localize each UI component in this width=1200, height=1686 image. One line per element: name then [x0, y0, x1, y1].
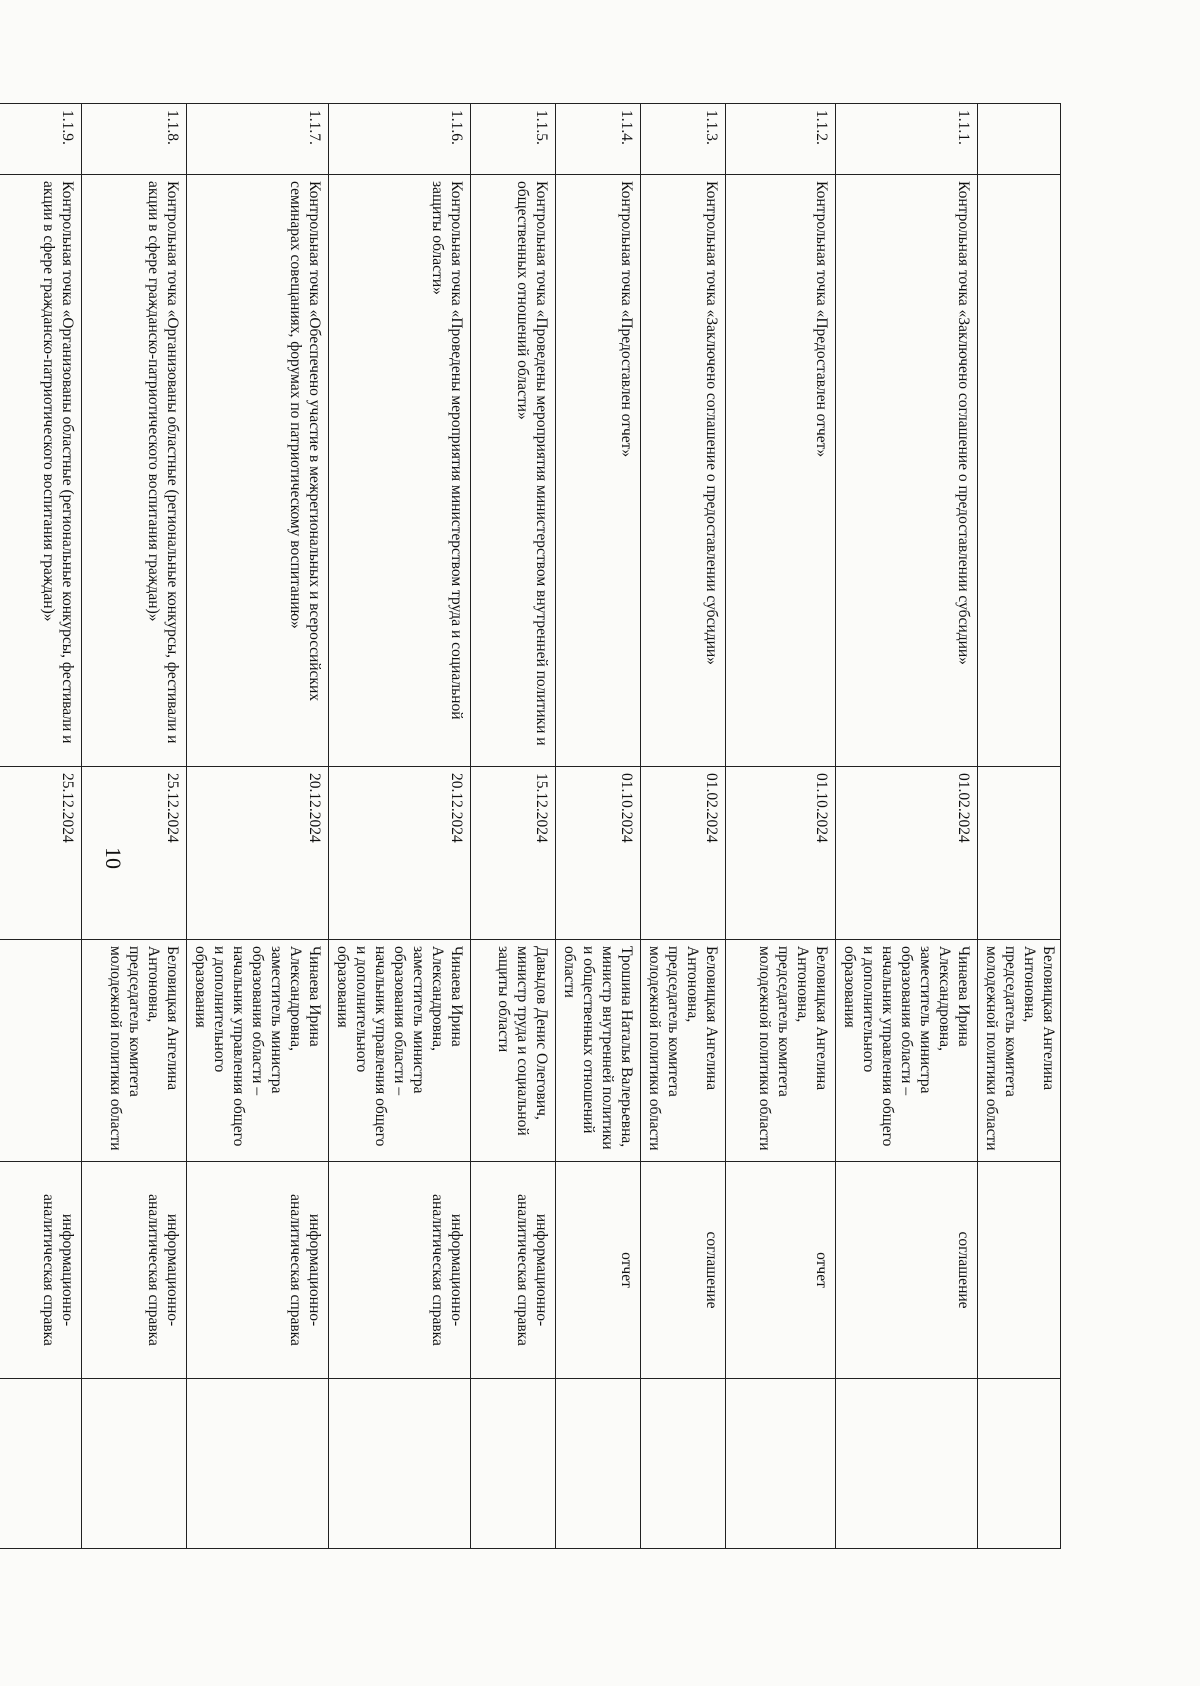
responsible-line: Чинаева Ирина Александровна, — [429, 946, 465, 1051]
document-line: соглашение — [955, 1231, 972, 1309]
event-cell: Контрольная точка «Предоставлен отчет» — [556, 175, 641, 767]
document-line: аналитическая справка — [287, 1194, 304, 1346]
responsible-cell — [836, 940, 978, 1162]
document-line: информационно- — [306, 1213, 323, 1327]
date-cell: 01.10.2024 — [556, 767, 641, 940]
responsible-line: Чинаева Ирина Александровна, — [287, 946, 323, 1051]
empty-cell — [0, 1379, 82, 1549]
row-number: 1.1.3. — [641, 104, 726, 175]
event-cell: Контрольная точка «Заключено соглашение о предоставлении субсидии» — [836, 175, 978, 767]
responsible-line: Трошина Наталья Валерьевна, — [618, 946, 635, 1148]
responsible-line: министр внутренней политики — [599, 946, 616, 1150]
responsible-line: молодежной политики области — [756, 946, 773, 1151]
event-cell: Контрольная точка «Проведены мероприятия министерством труда и социальной защиты области» — [329, 175, 471, 767]
document-line: информационно- — [448, 1213, 465, 1327]
responsible-line: Давыдов Денис Олегович, — [533, 946, 550, 1120]
empty-cell — [556, 1379, 641, 1549]
table-row — [0, 104, 82, 1549]
row-number: 1.1.7. — [187, 104, 329, 175]
document-line: аналитическая справка — [514, 1194, 531, 1346]
empty-cell — [836, 1379, 978, 1549]
event-cell: Контрольная точка «Организованы областные (региональные конкурсы, фестивали и акции в сфере гражданско-патриотического воспитания граждан)» — [0, 175, 82, 767]
responsible-line: начальник управления общего — [879, 946, 896, 1147]
document-line: отчет — [618, 1252, 635, 1288]
table-row — [471, 104, 556, 1549]
empty-cell — [82, 1379, 187, 1549]
document-line: информационно- — [59, 1213, 76, 1327]
row-number: 1.1.8. — [82, 104, 187, 175]
responsible-line: области — [561, 946, 578, 998]
responsible-line: и общественных отношений — [580, 946, 597, 1134]
event-cell: Контрольная точка «Проведены мероприятия министерством внутренней политики и общественных отношений области» — [471, 175, 556, 767]
responsible-line: министр труда и социальной — [514, 946, 531, 1136]
page-number: 10 — [101, 847, 126, 869]
responsible-cell — [471, 940, 556, 1162]
empty-cell — [187, 1379, 329, 1549]
responsible-line: заместитель министра — [268, 946, 285, 1094]
date-cell: 01.02.2024 — [836, 767, 978, 940]
responsible-cell — [641, 940, 726, 1162]
document-line: информационно- — [164, 1213, 181, 1327]
document-cell — [726, 1162, 836, 1379]
table-row — [556, 104, 641, 1549]
responsible-line: Беловицкая Ангелина Антоновна, — [1021, 946, 1057, 1091]
event-cell: Контрольная точка «Организованы областные (региональные конкурсы, фестивали и акции в сфере гражданско-патриотического воспитания граждан)» — [82, 175, 187, 767]
responsible-line: Беловицкая Ангелина Антоновна, — [794, 946, 830, 1091]
empty-cell — [471, 1379, 556, 1549]
document-line: информационно- — [533, 1213, 550, 1327]
document-cell — [836, 1162, 978, 1379]
responsible-line: Беловицкая Ангелина Антоновна, — [145, 946, 181, 1091]
event-cell: Контрольная точка «Заключено соглашение о предоставлении субсидии» — [641, 175, 726, 767]
header-spacer-row — [978, 104, 1061, 1549]
empty-cell — [978, 1162, 1061, 1379]
responsible-cell — [726, 940, 836, 1162]
responsible-line: и дополнительного образования — [841, 946, 877, 1073]
document-cell — [471, 1162, 556, 1379]
responsible-line: председатель комитета — [1002, 946, 1019, 1097]
date-cell: 20.12.2024 — [187, 767, 329, 940]
rotated-table-container — [40, 103, 1061, 1548]
document-cell — [0, 1162, 82, 1379]
responsible-line: заместитель министра — [410, 946, 427, 1094]
event-cell: Контрольная точка «Обеспечено участие в межрегиональных и всероссийских семинарах совещаниях, форумах по патриотическому воспитанию» — [187, 175, 329, 767]
row-number: 1.1.6. — [329, 104, 471, 175]
responsible-line: Чинаева Ирина Александровна, — [936, 946, 972, 1051]
table-row — [187, 104, 329, 1549]
responsible-line: и дополнительного образования — [334, 946, 370, 1073]
responsible-line: председатель комитета — [126, 946, 143, 1097]
document-cell — [556, 1162, 641, 1379]
responsible-cell — [978, 940, 1061, 1162]
responsible-cell — [556, 940, 641, 1162]
empty-cell — [978, 104, 1061, 175]
responsible-line: образования области – — [898, 946, 915, 1096]
responsible-line: молодежной политики области — [107, 946, 124, 1151]
responsible-line: образования области – — [391, 946, 408, 1096]
document-line: отчет — [813, 1252, 830, 1288]
document-line: аналитическая справка — [429, 1194, 446, 1346]
responsible-line: защиты области — [495, 946, 512, 1053]
responsible-line: председатель комитета — [775, 946, 792, 1097]
date-cell: 25.12.2024 — [0, 767, 82, 940]
control-points-table — [0, 103, 1061, 1549]
table-row — [641, 104, 726, 1549]
empty-cell — [726, 1379, 836, 1549]
document-line: аналитическая справка — [145, 1194, 162, 1346]
responsible-cell — [187, 940, 329, 1162]
row-number: 1.1.5. — [471, 104, 556, 175]
empty-cell — [978, 1379, 1061, 1549]
date-cell: 25.12.2024 — [82, 767, 187, 940]
date-cell: 20.12.2024 — [329, 767, 471, 940]
responsible-cell — [0, 940, 82, 1162]
responsible-line: молодежной политики области — [983, 946, 1000, 1151]
event-cell: Контрольная точка «Предоставлен отчет» — [726, 175, 836, 767]
responsible-line: начальник управления общего — [230, 946, 247, 1147]
responsible-cell — [82, 940, 187, 1162]
date-cell: 15.12.2024 — [471, 767, 556, 940]
row-number: 1.1.1. — [836, 104, 978, 175]
document-cell — [82, 1162, 187, 1379]
responsible-line: Беловицкая Ангелина Антоновна, — [684, 946, 720, 1091]
table-row — [726, 104, 836, 1549]
date-cell: 01.10.2024 — [726, 767, 836, 940]
empty-cell — [641, 1379, 726, 1549]
date-cell: 01.02.2024 — [641, 767, 726, 940]
table-body — [0, 104, 1061, 1549]
table-row — [82, 104, 187, 1549]
responsible-cell — [329, 940, 471, 1162]
empty-cell — [329, 1379, 471, 1549]
document-cell — [187, 1162, 329, 1379]
responsible-line: молодежной политики области — [646, 946, 663, 1151]
table-row — [329, 104, 471, 1549]
empty-cell — [978, 175, 1061, 767]
row-number: 1.1.2. — [726, 104, 836, 175]
row-number: 1.1.9. — [0, 104, 82, 175]
responsible-line: заместитель министра — [917, 946, 934, 1094]
row-number: 1.1.4. — [556, 104, 641, 175]
document-line: соглашение — [703, 1231, 720, 1309]
table-row — [836, 104, 978, 1549]
empty-cell — [978, 767, 1061, 940]
responsible-line: и дополнительного образования — [192, 946, 228, 1073]
responsible-line: начальник управления общего — [372, 946, 389, 1147]
document-cell — [329, 1162, 471, 1379]
responsible-line: председатель комитета — [665, 946, 682, 1097]
document-line: аналитическая справка — [40, 1194, 57, 1346]
responsible-line: образования области – — [249, 946, 266, 1096]
document-cell — [641, 1162, 726, 1379]
